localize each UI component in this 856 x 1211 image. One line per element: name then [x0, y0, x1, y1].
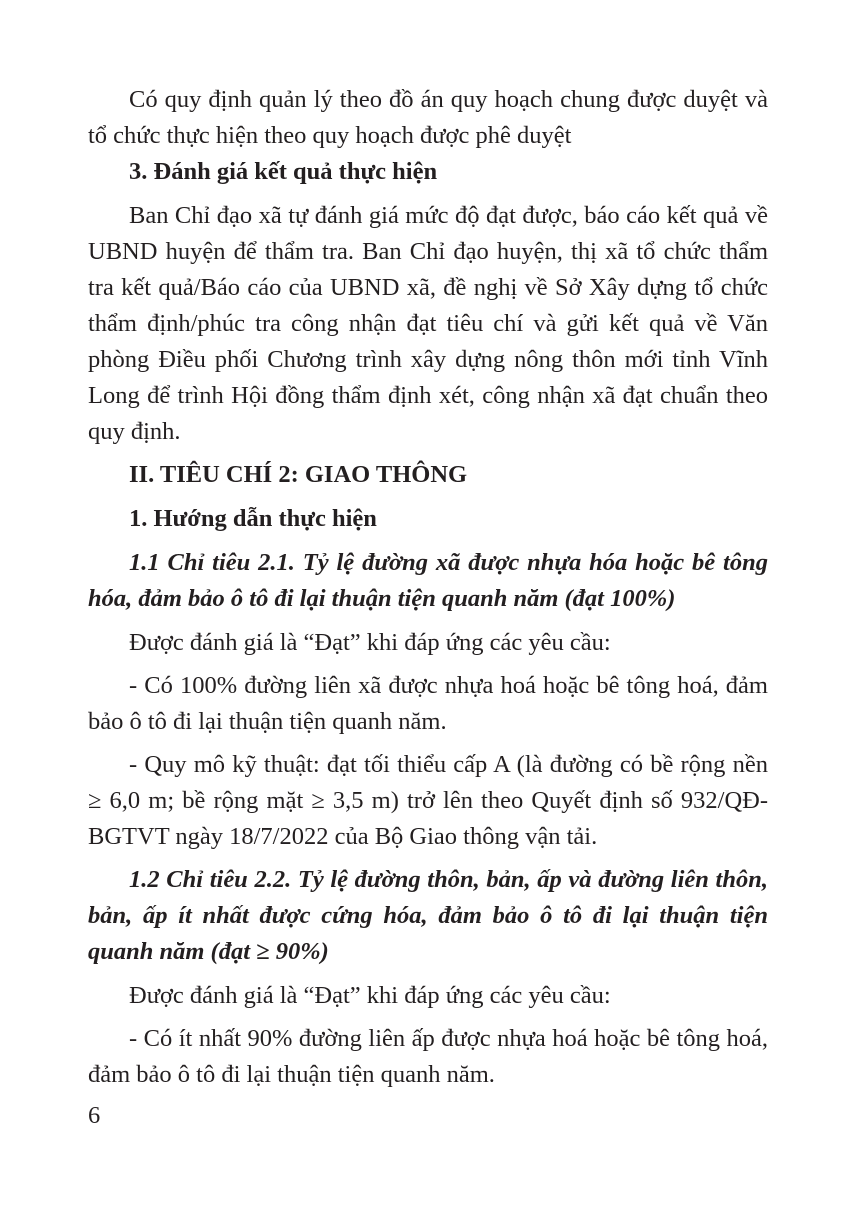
heading-indicator-2-1: 1.1 Chỉ tiêu 2.1. Tỷ lệ đường xã được nhựa hóa hoặc bê tông hóa, đảm bảo ô tô đi lại thuận tiện quanh năm (đạt 100%) — [88, 549, 768, 612]
page-body — [88, 82, 768, 1100]
paragraph-planning-management: Có quy định quản lý theo đồ án quy hoạch chung được duyệt và tổ chức thực hiện theo quy hoạch được phê duyệt — [88, 86, 768, 149]
list-item-technical-scale: - Quy mô kỹ thuật: đạt tối thiểu cấp A (là đường có bề rộng nền ≥ 6,0 m; bề rộng mặt ≥ 3,5 m) trở lên theo Quyết định số 932/QĐ-BGTVT ngày 18/7/2022 của Bộ Giao thông vận tải. — [88, 751, 768, 850]
paragraph-evaluation-procedure: Ban Chỉ đạo xã tự đánh giá mức độ đạt được, báo cáo kết quả về UBND huyện để thẩm tra. Ban Chỉ đạo huyện, thị xã tổ chức thẩm tra kết quả/Báo cáo của UBND xã, đề nghị về Sở Xây dựng tổ chức thẩm định/phúc tra công nhận đạt tiêu chí và gửi kết quả về Văn phòng Điều phối Chương trình xây dựng nông thôn mới tỉnh Vĩnh Long để trình Hội đồng thẩm định xét, công nhận xã đạt chuẩn theo quy định. — [88, 202, 768, 445]
list-item-hamlet-roads: - Có ít nhất 90% đường liên ấp được nhựa hoá hoặc bê tông hoá, đảm bảo ô tô đi lại thuận tiện quanh năm. — [88, 1025, 768, 1088]
paragraph-evaluation-condition-1: Được đánh giá là “Đạt” khi đáp ứng các yêu cầu: — [129, 629, 611, 656]
heading-evaluation-results: 3. Đánh giá kết quả thực hiện — [129, 158, 438, 185]
heading-implementation-guide: 1. Hướng dẫn thực hiện — [129, 505, 377, 532]
heading-indicator-2-2: 1.2 Chỉ tiêu 2.2. Tỷ lệ đường thôn, bản, ấp và đường liên thôn, bản, ấp ít nhất được cứng hóa, đảm bảo ô tô đi lại thuận tiện quanh năm (đạt ≥ 90%) — [88, 866, 768, 965]
page-number: 6 — [88, 1102, 101, 1129]
heading-criterion-2-transport: II. TIÊU CHÍ 2: GIAO THÔNG — [129, 461, 468, 488]
list-item-commune-roads: - Có 100% đường liên xã được nhựa hoá hoặc bê tông hoá, đảm bảo ô tô đi lại thuận tiện quanh năm. — [88, 672, 768, 735]
paragraph-evaluation-condition-2: Được đánh giá là “Đạt” khi đáp ứng các yêu cầu: — [129, 982, 611, 1009]
